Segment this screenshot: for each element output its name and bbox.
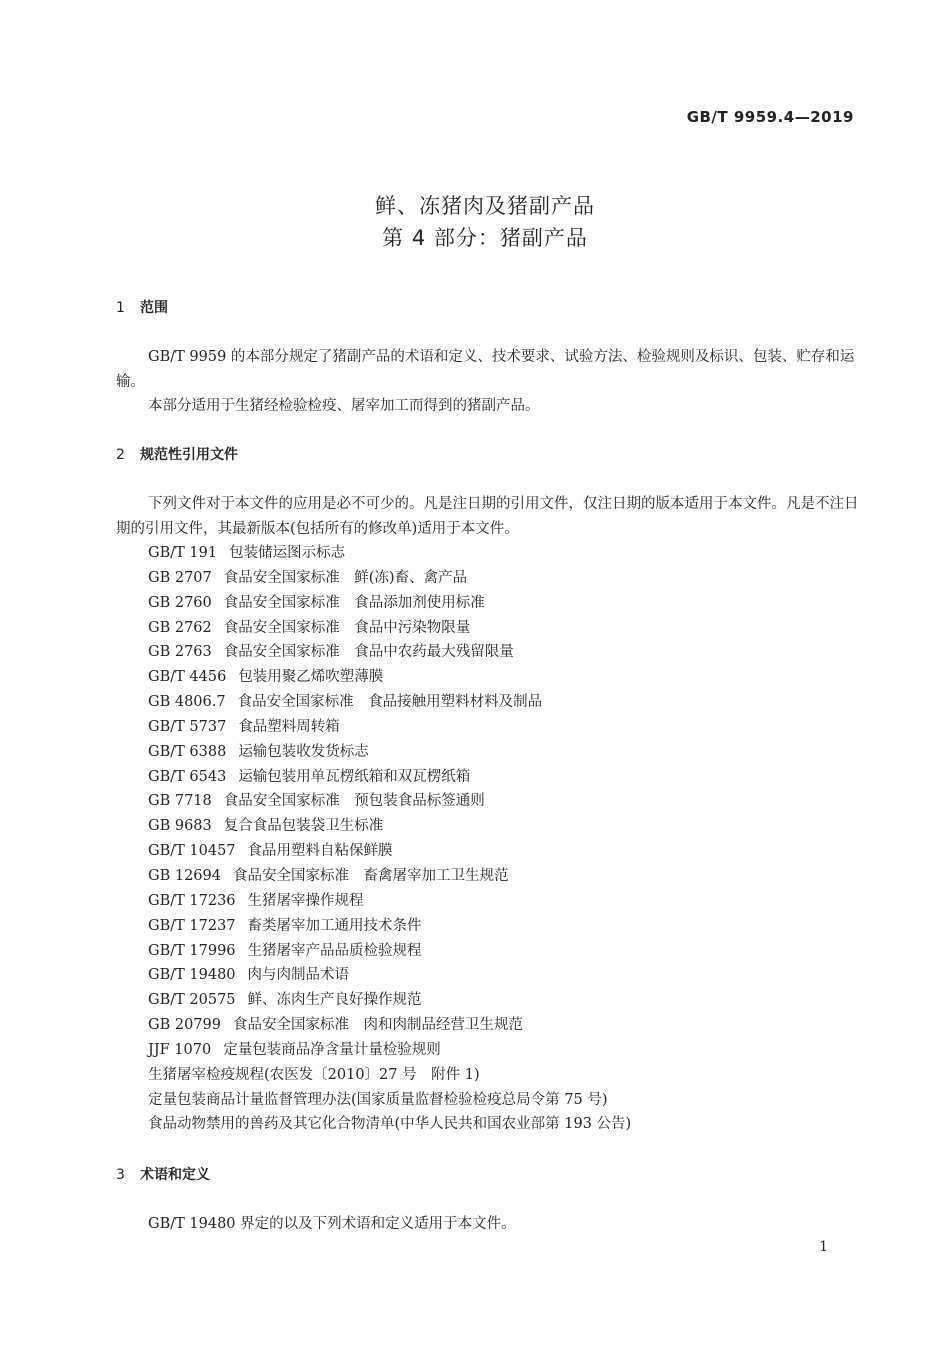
reference-item xyxy=(148,765,631,790)
reference-code: GB/T 6543 xyxy=(148,768,227,785)
reference-title: 食品安全国家标准 食品中污染物限量 xyxy=(223,619,471,636)
reference-title: 复合食品包装袋卫生标准 xyxy=(223,818,384,835)
reference-code: GB/T 6388 xyxy=(148,743,227,760)
reference-code: GB 4806.7 xyxy=(148,694,226,711)
reference-item xyxy=(148,566,631,591)
section-3-number: 3 xyxy=(116,1167,125,1183)
reference-title: 食品用塑料自粘保鲜膜 xyxy=(247,843,393,860)
reference-code: GB 2760 xyxy=(148,594,212,611)
reference-code: GB/T 19480 xyxy=(148,967,236,984)
title-line-2: 第 4 部分：猪副产品 xyxy=(382,226,588,250)
section-3-heading xyxy=(116,1164,210,1184)
reference-code: GB 2762 xyxy=(148,619,212,636)
document-title xyxy=(0,190,950,254)
reference-item xyxy=(148,939,631,964)
reference-item xyxy=(148,1088,631,1113)
reference-code: GB 2763 xyxy=(148,644,212,661)
reference-title: 食品安全国家标准 畜禽屠宰加工卫生规范 xyxy=(232,867,509,884)
reference-title: 包装用聚乙烯吹塑薄膜 xyxy=(238,669,384,686)
reference-item xyxy=(148,665,631,690)
reference-title: 运输包装用单瓦楞纸箱和双瓦楞纸箱 xyxy=(238,768,471,785)
section-1-paragraph-1: GB/T 9959 的本部分规定了猪副产品的术语和定义、技术要求、试验方法、检验规则及标识、包装、贮存和运输。 xyxy=(116,349,855,390)
reference-title: 食品安全国家标准 肉和肉制品经营卫生规范 xyxy=(232,1017,523,1034)
reference-item xyxy=(148,789,631,814)
reference-title: 运输包装收发货标志 xyxy=(238,743,369,760)
title-line-1: 鲜、冻猪肉及猪副产品 xyxy=(375,194,595,218)
reference-title: 食品安全国家标准 食品添加剂使用标准 xyxy=(223,594,485,611)
reference-title: 定量包装商品净含量计量检验规则 xyxy=(223,1041,441,1058)
reference-item xyxy=(148,616,631,641)
reference-title: 食品安全国家标准 预包装食品标签通则 xyxy=(223,793,485,810)
section-1-heading xyxy=(116,297,168,317)
reference-item xyxy=(148,640,631,665)
reference-code: GB/T 20575 xyxy=(148,992,236,1009)
reference-code: GB/T 10457 xyxy=(148,843,236,860)
normative-reference-list xyxy=(148,541,631,1137)
reference-title: 生猪屠宰操作规程 xyxy=(247,892,364,909)
reference-item xyxy=(148,690,631,715)
reference-code: GB/T 17237 xyxy=(148,917,236,934)
reference-item xyxy=(148,889,631,914)
reference-item xyxy=(148,740,631,765)
reference-item xyxy=(148,591,631,616)
reference-item xyxy=(148,864,631,889)
reference-title: 食品安全国家标准 食品中农药最大残留限量 xyxy=(223,644,514,661)
reference-code: GB 12694 xyxy=(148,867,221,884)
reference-item xyxy=(148,541,631,566)
reference-title: 鲜、冻肉生产良好操作规范 xyxy=(247,992,422,1009)
reference-code: GB 2707 xyxy=(148,569,212,586)
reference-item xyxy=(148,1013,631,1038)
reference-item xyxy=(148,715,631,740)
reference-title: 生猪屠宰检疫规程(农医发〔2010〕27 号 附件 1) xyxy=(148,1066,480,1083)
reference-title: 食品安全国家标准 鲜(冻)畜、禽产品 xyxy=(223,569,468,586)
reference-item xyxy=(148,1038,631,1063)
section-2-title: 规范性引用文件 xyxy=(140,447,238,463)
reference-code: GB 7718 xyxy=(148,793,212,810)
section-1-number: 1 xyxy=(116,300,125,316)
page-number: 1 xyxy=(819,1239,828,1255)
reference-code: GB/T 17236 xyxy=(148,892,236,909)
section-2-paragraph-1: 下列文件对于本文件的应用是必不可少的。凡是注日期的引用文件，仅注日期的版本适用于本文件。凡是不注日期的引用文件，其最新版本(包括所有的修改单)适用于本文件。 xyxy=(116,496,859,537)
reference-title: 食品塑料周转箱 xyxy=(238,718,340,735)
reference-code: GB 9683 xyxy=(148,818,212,835)
reference-title: 肉与肉制品术语 xyxy=(247,967,350,984)
reference-title: 食品动物禁用的兽药及其它化合物清单(中华人民共和国农业部第 193 公告) xyxy=(148,1116,632,1133)
reference-code: GB/T 5737 xyxy=(148,718,227,735)
section-1-paragraph-2: 本部分适用于生猪经检验检疫、屠宰加工而得到的猪副产品。 xyxy=(148,398,540,414)
reference-code: GB 20799 xyxy=(148,1017,221,1034)
reference-item xyxy=(148,1112,631,1137)
reference-code: GB/T 191 xyxy=(148,545,218,561)
reference-title: 食品安全国家标准 食品接触用塑料材料及制品 xyxy=(237,694,543,711)
reference-item xyxy=(148,839,631,864)
reference-item xyxy=(148,914,631,939)
section-3-paragraph-1: GB/T 19480 界定的以及下列术语和定义适用于本文件。 xyxy=(148,1216,516,1232)
reference-code: GB/T 4456 xyxy=(148,669,227,686)
reference-item xyxy=(148,814,631,839)
section-2-number: 2 xyxy=(116,447,125,463)
reference-item xyxy=(148,988,631,1013)
reference-item xyxy=(148,963,631,988)
section-2-heading xyxy=(116,444,238,464)
reference-item xyxy=(148,1063,631,1088)
reference-code: JJF 1070 xyxy=(148,1041,212,1058)
section-3-title: 术语和定义 xyxy=(140,1167,210,1183)
reference-title: 生猪屠宰产品品质检验规程 xyxy=(247,942,422,959)
reference-title: 包装储运图示标志 xyxy=(229,545,346,561)
reference-title: 畜类屠宰加工通用技术条件 xyxy=(247,917,422,934)
document-code: GB/T 9959.4—2019 xyxy=(686,108,854,126)
reference-title: 定量包装商品计量监督管理办法(国家质量监督检验检疫总局令第 75 号) xyxy=(148,1091,608,1108)
reference-code: GB/T 17996 xyxy=(148,942,236,959)
section-1-title: 范围 xyxy=(140,300,168,316)
